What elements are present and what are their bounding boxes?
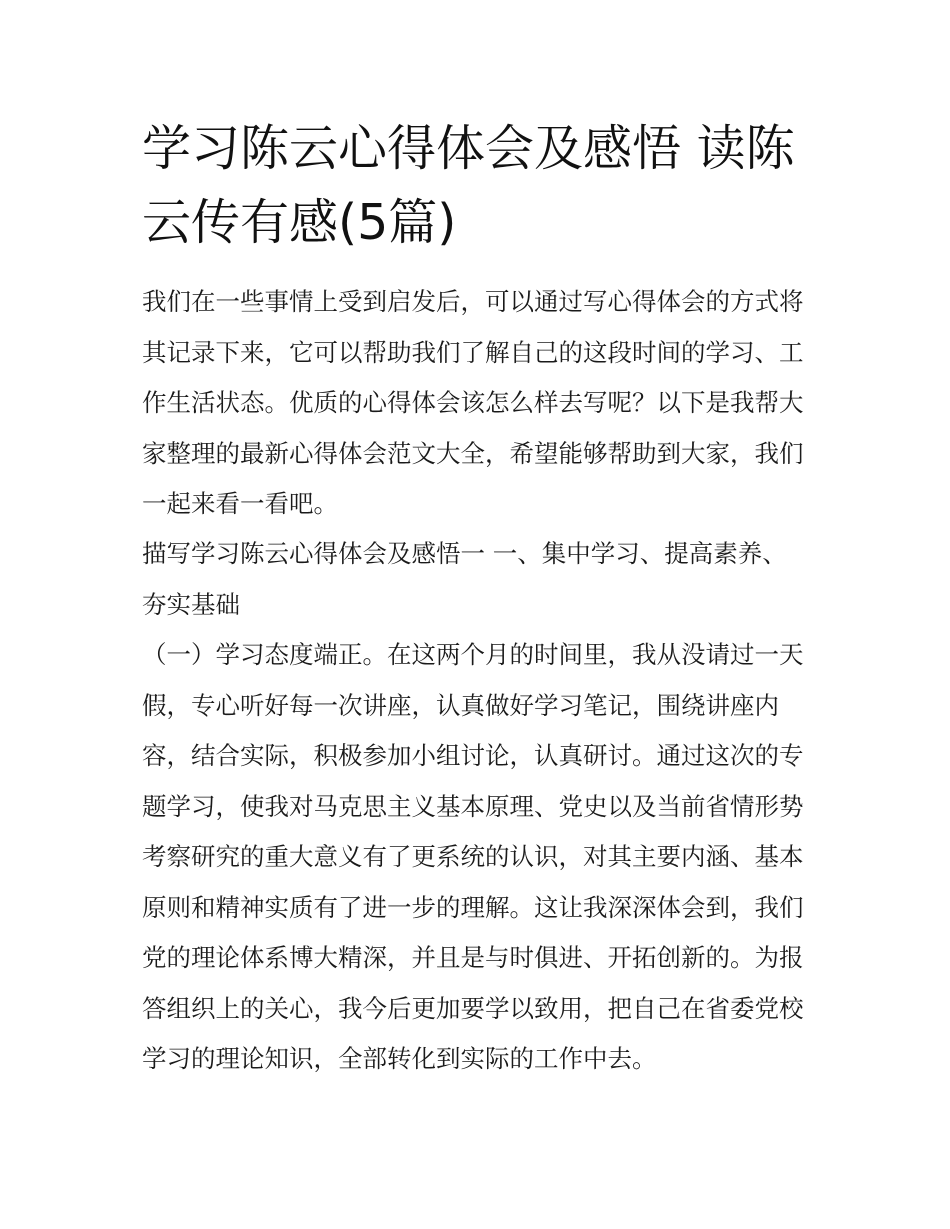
body-paragraph bbox=[142, 630, 812, 1085]
document-title bbox=[142, 112, 822, 260]
text-line: 一起来看一看吧。 bbox=[142, 489, 338, 518]
title-line: 云传有感(5篇) bbox=[142, 194, 457, 251]
text-line: 夯实基础 bbox=[142, 589, 240, 619]
text-line: 假，专心听好每一次讲座，认真做好学习笔记，围绕讲座内 bbox=[142, 690, 779, 720]
text-line: 题学习，使我对马克思主义基本原理、党史以及当前省情形势 bbox=[142, 791, 804, 821]
section-heading bbox=[142, 529, 812, 630]
text-line: 答组织上的关心，我今后更加要学以致用，把自己在省委党校 bbox=[142, 993, 804, 1023]
text-line: 容，结合实际，积极参加小组讨论，认真研讨。通过这次的专 bbox=[142, 741, 804, 770]
text-line: 学习的理论知识，全部转化到实际的工作中去。 bbox=[142, 1044, 657, 1073]
text-line: 家整理的最新心得体会范文大全，希望能够帮助到大家，我们 bbox=[142, 438, 804, 468]
text-line: 描写学习陈云心得体会及感悟一 一、集中学习、提高素养、 bbox=[142, 539, 787, 568]
text-line: 其记录下来，它可以帮助我们了解自己的这段时间的学习、工 bbox=[142, 337, 804, 367]
text-line: 作生活状态。优质的心得体会该怎么样去写呢？以下是我帮大 bbox=[142, 388, 804, 417]
title-line: 学习陈云心得体会及感悟 读陈 bbox=[142, 120, 795, 177]
text-line: 考察研究的重大意义有了更系统的认识，对其主要内涵、基本 bbox=[142, 842, 804, 871]
text-line: 原则和精神实质有了进一步的理解。这让我深深体会到，我们 bbox=[142, 892, 804, 922]
text-line: 我们在一些事情上受到启发后，可以通过写心得体会的方式将 bbox=[142, 287, 804, 316]
text-line: （一）学习态度端正。在这两个月的时间里，我从没请过一天 bbox=[142, 640, 804, 669]
intro-paragraph bbox=[142, 277, 812, 530]
text-line: 党的理论体系博大精深，并且是与时俱进、开拓创新的。为报 bbox=[142, 943, 804, 972]
